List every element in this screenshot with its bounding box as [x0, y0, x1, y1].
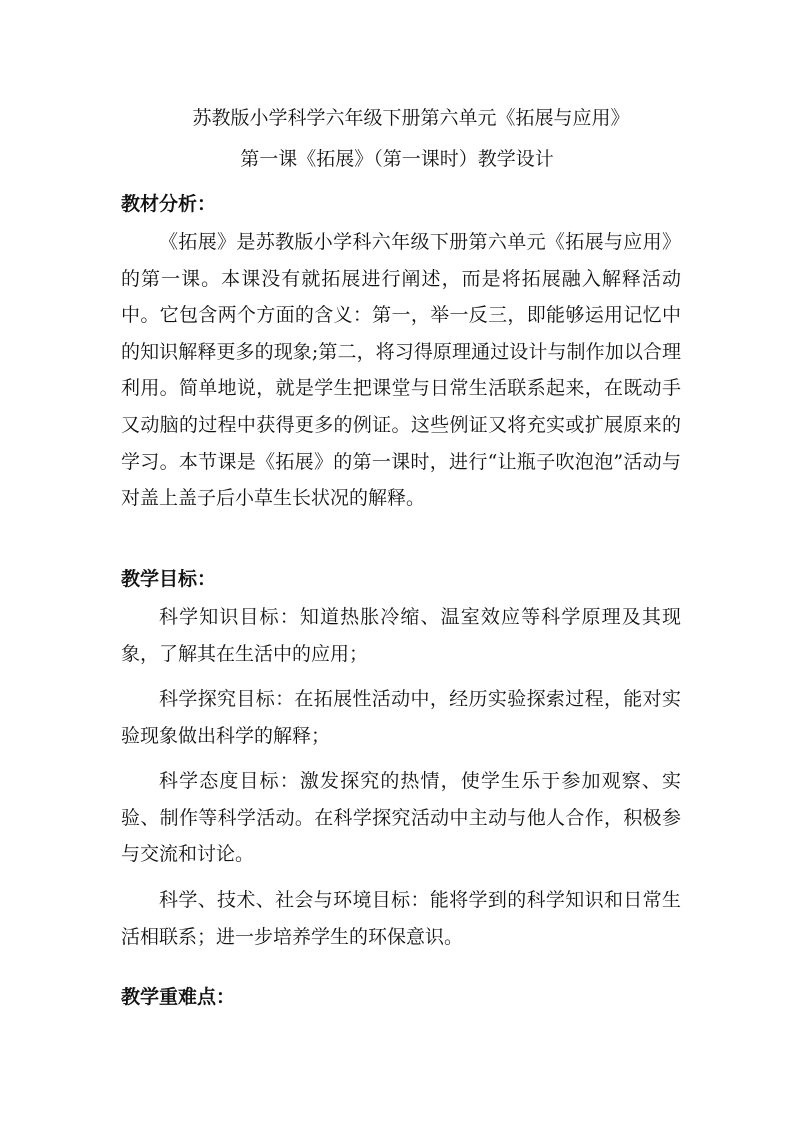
paragraph-inquiry-objective: 科学探究目标：在拓展性活动中，经历实验探索过程，能对实验现象做出科学的解释； — [121, 688, 681, 747]
section-heading-material-analysis: 教材分析： — [121, 193, 217, 215]
paragraph-knowledge-objective: 科学知识目标：知道热胀冷缩、温室效应等科学原理及其现象，了解其在生活中的应用； — [121, 606, 681, 665]
paragraph-material-analysis: 《拓展》是苏教版小学科六年级下册第六单元《拓展与应用》的第一课。本课没有就拓展进行阐述，而是将拓展融入解释活动中。它包含两个方面的含义：第一，举一反三，即能够运用记忆中的知识解释更多的现象;第二，将习得原理通过设计与制作加以合理利用。简单地说，就是学生把课堂与日常生活联系起来，在既动手又动脑的过程中获得更多的例证。这些例证又将充实或扩展原来的学习。本节课是《拓展》的第一课时，进行“让瓶子吹泡泡”活动与对盖上盖子后小草生长状况的解释。 — [121, 231, 681, 510]
section-heading-key-difficult-points: 教学重难点： — [121, 986, 236, 1008]
document-subtitle: 第一课《拓展》（第一课时）教学设计 — [240, 148, 554, 170]
paragraph-sts-objective: 科学、技术、社会与环境目标：能将学到的科学知识和日常生活相联系；进一步培养学生的环保意识。 — [121, 889, 681, 948]
paragraph-attitude-objective: 科学态度目标：激发探究的热情，使学生乐于参加观察、实验、制作等科学活动。在科学探究活动中主动与他人合作，积极参与交流和讨论。 — [121, 770, 681, 866]
section-heading-teaching-objectives: 教学目标： — [121, 568, 217, 590]
document-title: 苏教版小学科学六年级下册第六单元《拓展与应用》 — [192, 107, 630, 129]
